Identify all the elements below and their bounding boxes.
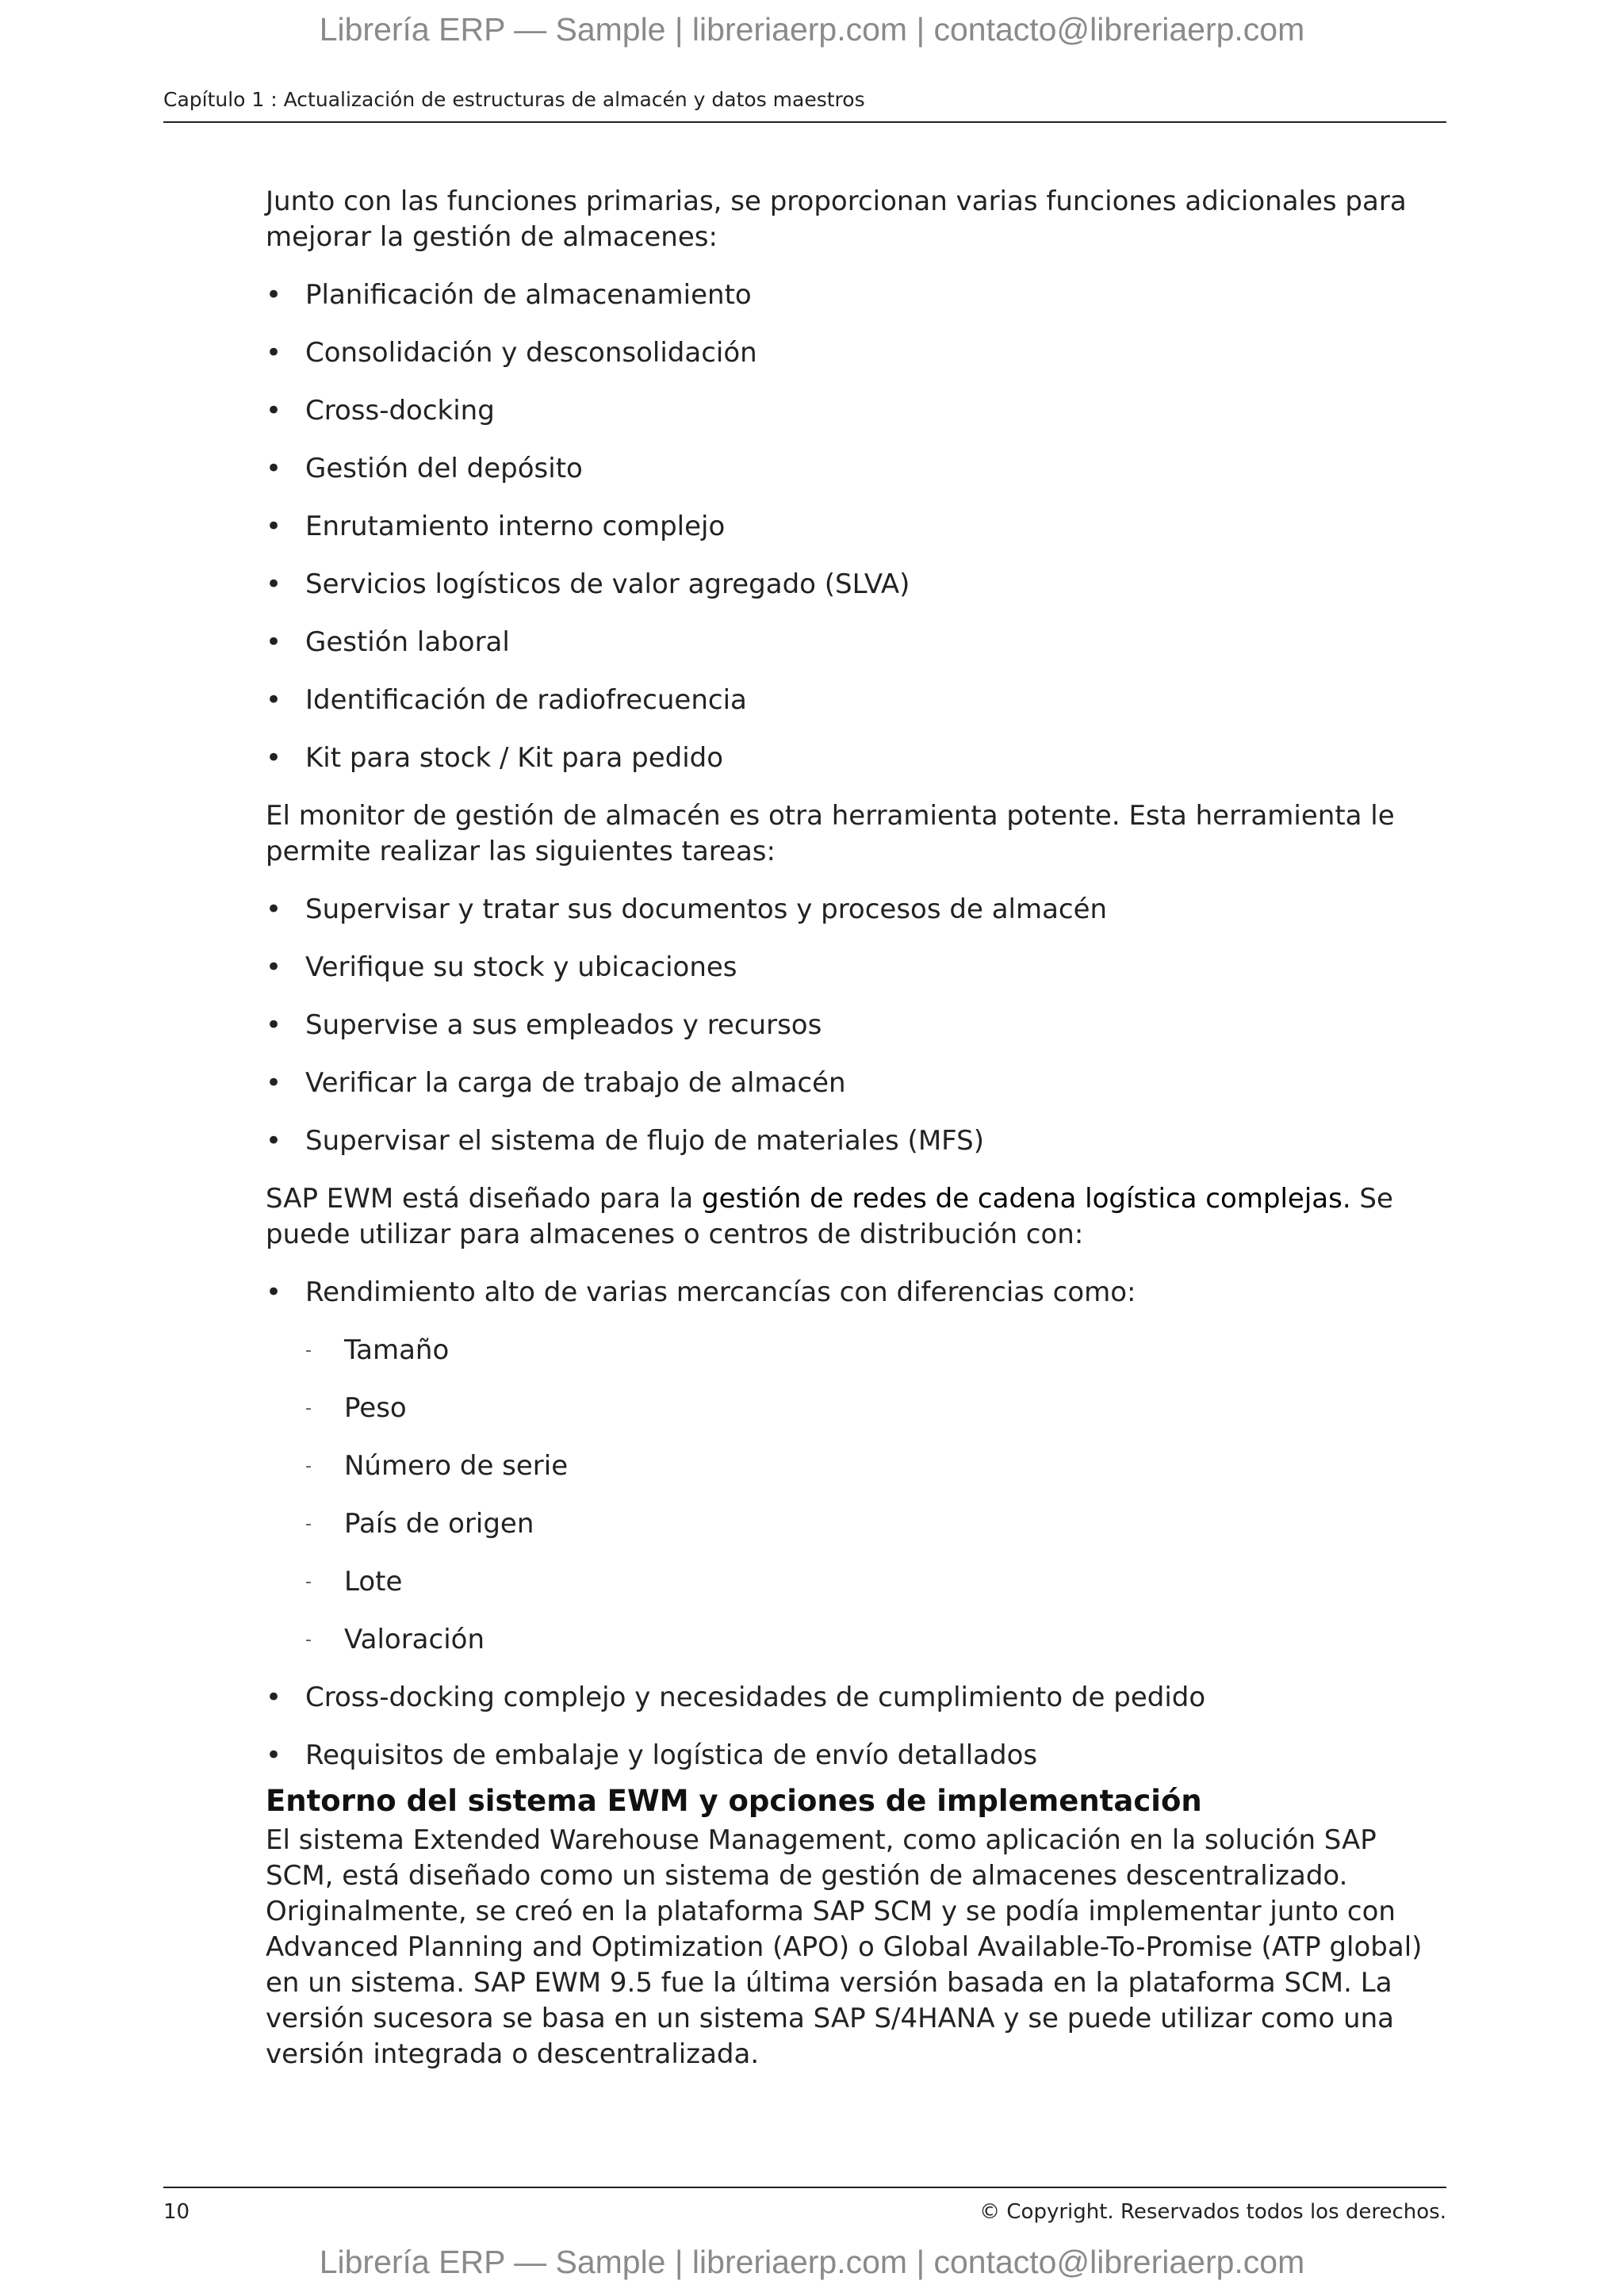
dash-icon: - xyxy=(305,1630,312,1650)
list-item xyxy=(266,1123,1439,1159)
list-item-text: Requisitos de embalaje y logística de envío detallados xyxy=(305,1739,1038,1771)
page-content xyxy=(266,184,1439,2095)
sublist-item xyxy=(266,1506,1439,1542)
ewm-paragraph-end: Se puede utilizar para almacenes o centros de distribución con: xyxy=(266,1183,1393,1250)
sublist-item-text: País de origen xyxy=(344,1508,534,1540)
list-item xyxy=(266,625,1439,660)
bullet-icon: • xyxy=(266,894,282,925)
watermark-top: Librería ERP — Sample | libreriaerp.com | contacto@libreriaerp.com xyxy=(319,11,1305,48)
sublist-item xyxy=(266,1391,1439,1426)
list-item-text: Gestión del depósito xyxy=(305,453,583,484)
list-item-text: Identificación de radiofrecuencia xyxy=(305,684,747,716)
bullet-icon: • xyxy=(266,568,282,600)
list-item-text: Kit para stock / Kit para pedido xyxy=(305,742,724,774)
dash-icon: - xyxy=(305,1399,312,1418)
ewm-paragraph-emphasis: gestión de redes de cadena logística complejas. xyxy=(702,1183,1351,1215)
list-item-text: Cross-docking xyxy=(305,395,495,427)
list-item-text: Enrutamiento interno complejo xyxy=(305,511,726,542)
bullet-icon: • xyxy=(266,626,282,658)
sublist-item-text: Tamaño xyxy=(344,1334,450,1366)
bullet-icon: • xyxy=(266,1125,282,1157)
sublist-item-text: Número de serie xyxy=(344,1450,569,1482)
running-header: Capítulo 1 : Actualización de estructuras de almacén y datos maestros xyxy=(163,88,865,111)
list-item-text: Supervisar el sistema de flujo de materiales (MFS) xyxy=(305,1125,984,1157)
list-item xyxy=(266,950,1439,985)
footer-rule xyxy=(163,2187,1446,2188)
list-item xyxy=(266,277,1439,313)
bullet-icon: • xyxy=(266,337,282,369)
sublist-item xyxy=(266,1333,1439,1368)
additional-functions-list xyxy=(266,277,1439,776)
dash-icon: - xyxy=(305,1456,312,1476)
capabilities-list xyxy=(266,1275,1439,1311)
ewm-paragraph xyxy=(266,1181,1439,1253)
ewm-paragraph-start: SAP EWM está diseñado para la xyxy=(266,1183,702,1215)
bullet-icon: • xyxy=(266,951,282,983)
list-item-text: Supervisar y tratar sus documentos y procesos de almacén xyxy=(305,894,1108,925)
list-item-text: Gestión laboral xyxy=(305,626,510,658)
list-item xyxy=(266,1275,1439,1311)
bullet-icon: • xyxy=(266,395,282,427)
bullet-icon: • xyxy=(266,279,282,311)
bullet-icon: • xyxy=(266,1067,282,1099)
list-item xyxy=(266,1680,1439,1716)
header-rule xyxy=(163,121,1446,123)
list-item xyxy=(266,683,1439,718)
list-item-text: Servicios logísticos de valor agregado (SLVA) xyxy=(305,568,910,600)
copyright-notice: © Copyright. Reservados todos los derechos. xyxy=(979,2200,1446,2224)
page-number: 10 xyxy=(163,2200,190,2224)
section-paragraph: El sistema Extended Warehouse Management, como aplicación en la solución SAP SCM, está diseñado como un sistema de gestión de almacenes descentralizado. Originalmente, se creó en la plataforma SAP SCM y se podía implementar junto con Advanced Planning and Optimization (APO) o Global Available-To-Promise (ATP global) en un sistema. SAP EWM 9.5 fue la última versión basada en la plataforma SCM. La versión sucesora se basa en un sistema SAP S/4HANA y se puede utilizar como una versión integrada o descentralizada. xyxy=(266,1824,1423,2070)
bullet-icon: • xyxy=(266,684,282,716)
bullet-icon: • xyxy=(266,1682,282,1713)
list-item xyxy=(266,892,1439,928)
dash-icon: - xyxy=(305,1572,312,1592)
list-item xyxy=(266,1008,1439,1043)
sublist-item xyxy=(266,1564,1439,1600)
sublist-item xyxy=(266,1622,1439,1658)
intro-paragraph: Junto con las funciones primarias, se proporcionan varias funciones adicionales para mejorar la gestión de almacenes: xyxy=(266,186,1407,253)
section-heading: Entorno del sistema EWM y opciones de implementación xyxy=(266,1784,1202,1818)
monitor-tasks-list xyxy=(266,892,1439,1159)
list-item-text: Cross-docking complejo y necesidades de cumplimiento de pedido xyxy=(305,1682,1206,1713)
list-item-text: Planificación de almacenamiento xyxy=(305,279,752,311)
monitor-paragraph: El monitor de gestión de almacén es otra herramienta potente. Esta herramienta le permite realizar las siguientes tareas: xyxy=(266,800,1395,867)
sublist-item-text: Lote xyxy=(344,1566,403,1598)
bullet-icon: • xyxy=(266,1276,282,1308)
list-item-text: Consolidación y desconsolidación xyxy=(305,337,757,369)
list-item-text: Verificar la carga de trabajo de almacén xyxy=(305,1067,846,1099)
differences-sublist xyxy=(266,1333,1439,1658)
dash-icon: - xyxy=(305,1514,312,1534)
watermark-bottom: Librería ERP — Sample | libreriaerp.com | contacto@libreriaerp.com xyxy=(319,2244,1305,2280)
bullet-icon: • xyxy=(266,742,282,774)
list-item xyxy=(266,567,1439,603)
list-item xyxy=(266,451,1439,487)
list-item-text: Supervise a sus empleados y recursos xyxy=(305,1009,822,1041)
list-item-text: Rendimiento alto de varias mercancías con diferencias como: xyxy=(305,1276,1136,1308)
bullet-icon: • xyxy=(266,511,282,542)
list-item xyxy=(266,509,1439,545)
bullet-icon: • xyxy=(266,1009,282,1041)
sublist-item-text: Peso xyxy=(344,1392,407,1424)
capabilities-list-continued xyxy=(266,1680,1439,1774)
sublist-item-text: Valoración xyxy=(344,1624,485,1655)
bullet-icon: • xyxy=(266,453,282,484)
list-item xyxy=(266,393,1439,429)
bullet-icon: • xyxy=(266,1739,282,1771)
dash-icon: - xyxy=(305,1341,312,1360)
list-item xyxy=(266,740,1439,776)
list-item xyxy=(266,1738,1439,1774)
sublist-item xyxy=(266,1448,1439,1484)
list-item xyxy=(266,1066,1439,1101)
list-item-text: Verifique su stock y ubicaciones xyxy=(305,951,737,983)
list-item xyxy=(266,335,1439,371)
